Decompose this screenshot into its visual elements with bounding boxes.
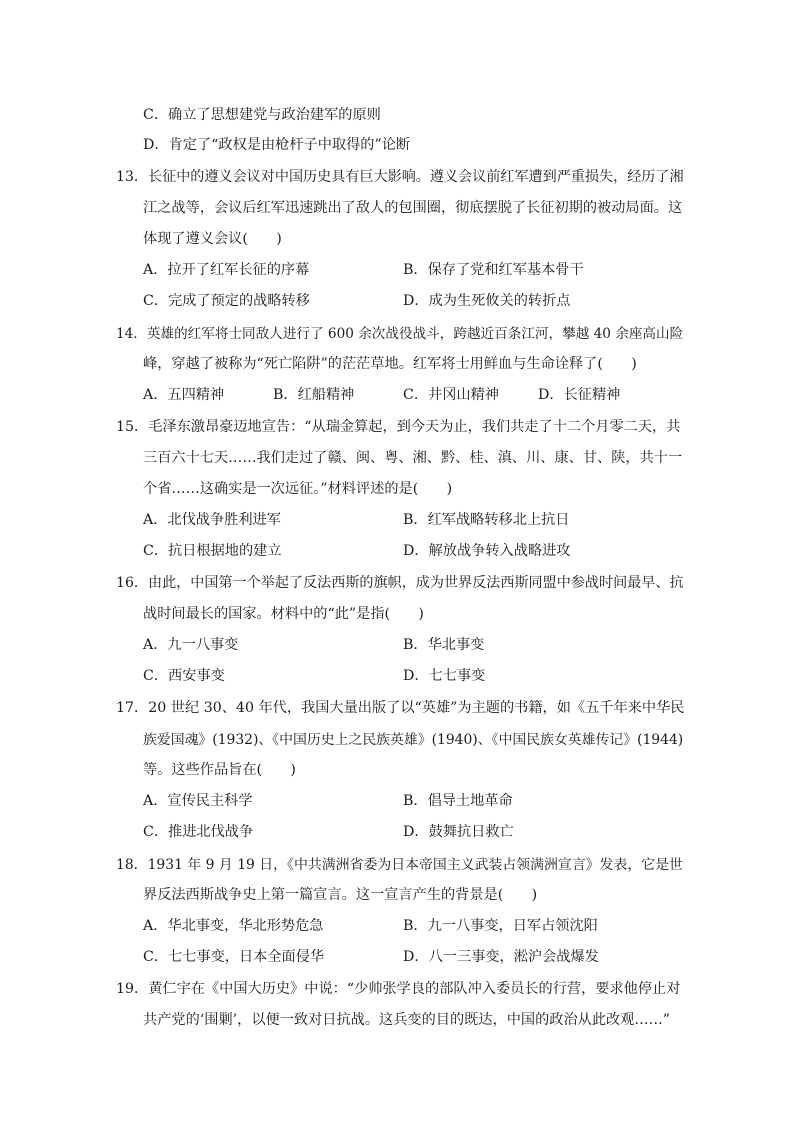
q16-option-b: B．华北事变 <box>403 637 485 653</box>
q15-option-c: C．抗日根据地的建立 <box>143 543 282 559</box>
q12-option-d: D．肯定了“政权是由枪杆子中取得的”论断 <box>143 137 411 153</box>
q15-stem-line-2: 三百六十七天……我们走过了赣、闽、粤、湘、黔、桂、滇、川、康、甘、陕，共十一 <box>143 450 683 466</box>
q17-stem-line-3: 等。这些作品旨在( ) <box>143 762 296 778</box>
q13-option-a: A．拉开了红军长征的序幕 <box>143 262 310 278</box>
q13-option-c: C．完成了预定的战略转移 <box>143 293 310 309</box>
q14-stem-line-1: 14．英雄的红军将士同敌人进行了 600 余次战役战斗，跨越近百条江河，攀越 40 余座高山险 <box>116 326 684 342</box>
q18-option-a: A．华北事变，华北形势危急 <box>143 918 324 934</box>
q14-option-c: C．井冈山精神 <box>403 387 499 403</box>
q13-stem-line-3: 体现了遵义会议( ) <box>143 231 282 247</box>
q18-option-b: B．九一八事变，日军占领沈阳 <box>403 918 598 934</box>
q18-option-d: D．八一三事变，淞沪会战爆发 <box>403 949 599 965</box>
q14-option-a: A．五四精神 <box>143 387 225 403</box>
q16-stem-line-1: 16．由此，中国第一个举起了反法西斯的旗帜，成为世界反法西斯同盟中参战时间最早、抗 <box>116 575 684 591</box>
q15-option-b: B．红军战略转移北上抗日 <box>403 512 570 528</box>
q17-stem-line-1: 17．20 世纪 30、40 年代，我国大量出版了以“英雄”为主题的书籍，如《五千年来中华民 <box>116 700 685 716</box>
q14-option-d: D．长征精神 <box>538 387 621 403</box>
q17-option-a: A．宣传民主科学 <box>143 793 253 809</box>
q12-option-c: C．确立了思想建党与政治建军的原则 <box>143 107 381 123</box>
q17-stem-line-2: 族爱国魂》(1932)、《中国历史上之民族英雄》(1940)、《中国民族女英雄传记》(1944) <box>143 732 684 748</box>
q15-stem-line-1: 15．毛泽东激昂豪迈地宣告：“从瑞金算起，到今天为止，我们共走了十二个月零二天，共 <box>116 419 681 435</box>
q17-option-b: B．倡导土地革命 <box>403 793 513 809</box>
q15-option-d: D．解放战争转入战略进攻 <box>403 543 571 559</box>
q16-option-d: D．七七事变 <box>403 668 486 684</box>
q16-option-a: A．九一八事变 <box>143 637 239 653</box>
q19-stem-line-2: 共产党的‘围剿’，以便一致对日抗战。这兵变的目的既达，中国的政治从此改观……” <box>143 1012 671 1028</box>
q14-stem-line-2: 峰，穿越了被称为“死亡陷阱”的茫茫草地。红军将士用鲜血与生命诠释了( ) <box>143 356 637 372</box>
q18-stem-line-1: 18．1931 年 9 月 19 日，《中共满洲省委为日本帝国主义武装占领满洲宣言》发表，它是世 <box>116 857 683 873</box>
q13-stem-line-1: 13．长征中的遵义会议对中国历史具有巨大影响。遵义会议前红军遭到严重损失，经历了湘 <box>116 169 684 185</box>
q18-stem-line-2: 界反法西斯战争史上第一篇宣言。这一宣言产生的背景是( ) <box>143 887 538 903</box>
q16-stem-line-2: 战时间最长的国家。材料中的“此”是指( ) <box>143 606 424 622</box>
q18-option-c: C．七七事变，日本全面侵华 <box>143 949 325 965</box>
q17-option-c: C．推进北伐战争 <box>143 824 254 840</box>
q17-option-d: D．鼓舞抗日救亡 <box>403 824 514 840</box>
q19-stem-line-1: 19．黄仁宇在《中国大历史》中说：“少帅张学良的部队冲入委员长的行营，要求他停止对 <box>116 981 681 997</box>
q15-stem-line-3: 个省……这确实是一次远征。”材料评述的是( ) <box>143 481 453 497</box>
q16-option-c: C．西安事变 <box>143 668 225 684</box>
q15-option-a: A．北伐战争胜利进军 <box>143 512 281 528</box>
q13-option-d: D．成为生死攸关的转折点 <box>403 293 571 309</box>
q13-option-b: B．保存了党和红军基本骨干 <box>403 262 584 278</box>
q14-option-b: B．红船精神 <box>273 387 355 403</box>
q13-stem-line-2: 江之战等，会议后红军迅速跳出了敌人的包围圈，彻底摆脱了长征初期的被动局面。这 <box>143 200 683 216</box>
